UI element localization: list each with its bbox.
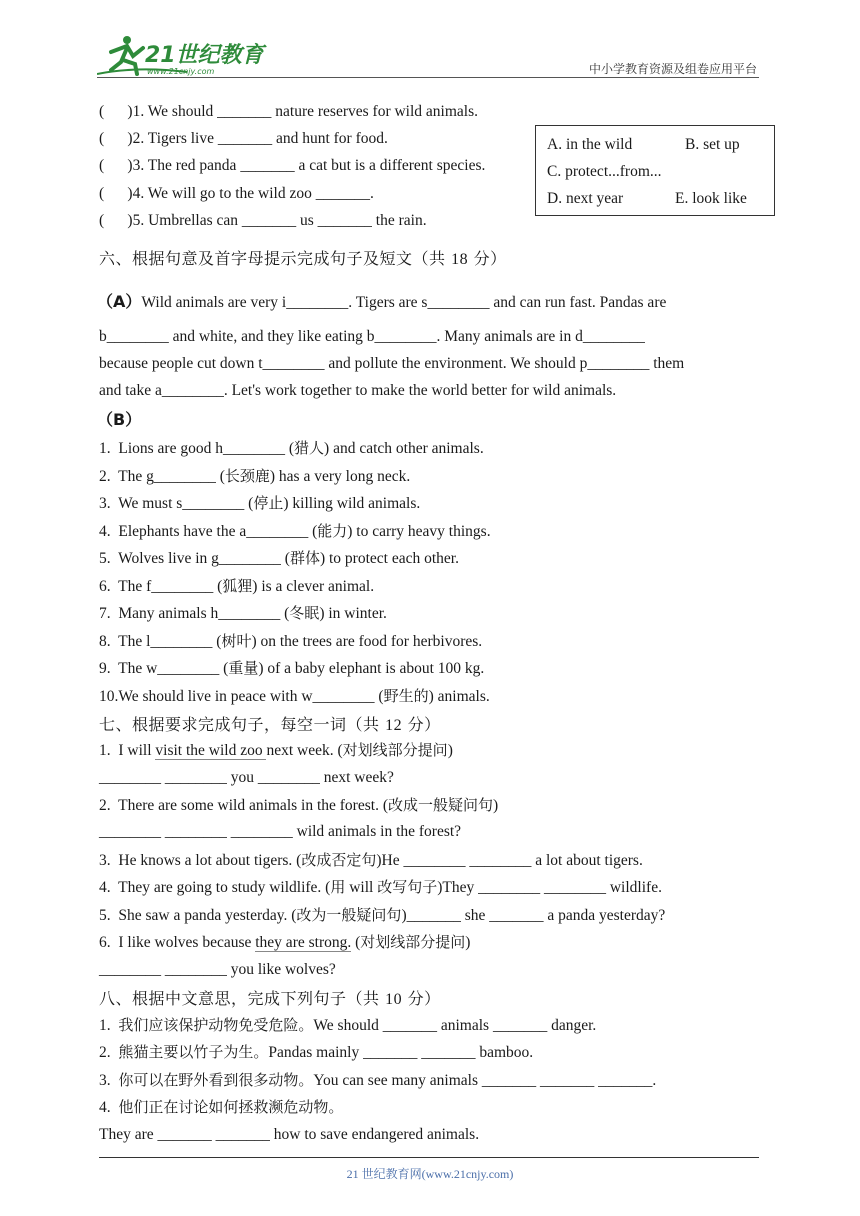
s7-q3: 3. He knows a lot about tigers. (改成否定句)He ________ ________ a lot about tigers. bbox=[99, 851, 643, 869]
option-d: D. next year bbox=[547, 190, 624, 207]
s6b-item bbox=[99, 631, 482, 652]
s6a-line-3: because people cut down t________ and pollute the environment. We should p________ them bbox=[99, 355, 685, 372]
s7-q2: 2. There are some wild animals in the forest. (改成一般疑问句) bbox=[99, 796, 499, 814]
item-number: 6. bbox=[99, 578, 111, 595]
item-number: 2. bbox=[99, 468, 111, 485]
item-text: We should live in peace with w________ ( bbox=[118, 688, 384, 705]
item-text: The w________ ( bbox=[118, 660, 229, 677]
item-text: We must s________ ( bbox=[118, 495, 254, 512]
header-tagline: 中小学教育资源及组卷应用平台 bbox=[588, 62, 757, 76]
item-text-end: ) of a baby elephant is about 100 kg. bbox=[258, 660, 485, 677]
item-text: The g________ ( bbox=[118, 468, 225, 485]
option-c: C. protect...from... bbox=[547, 163, 662, 180]
item-number: 3. bbox=[99, 495, 111, 512]
logo-icon bbox=[97, 34, 267, 78]
logo-text: 21世纪教育 bbox=[145, 43, 264, 68]
s7-q4: 4. They are going to study wildlife. (用 will 改写句子)They ________ ________ wildlife. bbox=[99, 878, 662, 896]
item-number: 10. bbox=[99, 688, 119, 705]
s5-item-1: ( )1. We should _______ nature reserves for wild animals. bbox=[99, 103, 478, 120]
item-chinese: 熊猫主要以竹子为生。 bbox=[118, 1043, 269, 1061]
item-text: Many animals h________ ( bbox=[118, 605, 290, 622]
item-number: 5. bbox=[99, 550, 111, 567]
item-hint: 冬眠 bbox=[289, 604, 320, 622]
item-number: 4. bbox=[99, 1099, 111, 1116]
s6a-line-4: and take a________. Let's work together to make the world better for wild animals. bbox=[99, 382, 617, 399]
item-text: The l________ ( bbox=[118, 633, 222, 650]
header-divider bbox=[97, 77, 759, 78]
option-e: E. look like bbox=[675, 190, 747, 207]
s7-a1: ________ ________ you ________ next week? bbox=[99, 769, 394, 786]
s6b-item bbox=[99, 493, 420, 514]
item-text-end: ) to carry heavy things. bbox=[347, 523, 491, 540]
s5-item-5: ( )5. Umbrellas can _______ us _______ the rain. bbox=[99, 212, 427, 229]
s8-last-line: They are _______ _______ how to save endangered animals. bbox=[99, 1126, 480, 1143]
item-hint: 群体 bbox=[289, 549, 320, 567]
s6b-item bbox=[99, 466, 410, 487]
item-text: Wolves live in g________ ( bbox=[118, 550, 290, 567]
item-text: Lions are good h________ ( bbox=[118, 440, 295, 457]
item-number: 1. bbox=[99, 1017, 111, 1034]
item-number: 7. bbox=[99, 605, 111, 622]
item-text-end: ) to protect each other. bbox=[319, 550, 459, 567]
footer-text: 21 世纪教育网(www.21cnjy.com) bbox=[346, 1167, 514, 1181]
item-text-end: ) on the trees are food for herbivores. bbox=[251, 633, 483, 650]
item-hint: 野生的 bbox=[383, 687, 429, 705]
s6b-item bbox=[99, 603, 387, 624]
item-number: 2. bbox=[99, 1044, 111, 1061]
item-hint: 停止 bbox=[253, 494, 284, 512]
s7-q1: 1. I will visit the wild zoo next week. (对划线部分提问) bbox=[99, 741, 453, 759]
item-text-end: ) killing wild animals. bbox=[283, 495, 421, 512]
item-hint: 猎人 bbox=[294, 439, 325, 457]
s5-item-3: ( )3. The red panda _______ a cat but is a different species. bbox=[99, 157, 486, 174]
s7-a6: ________ ________ you like wolves? bbox=[99, 961, 336, 978]
item-text-end: ) in winter. bbox=[319, 605, 387, 622]
item-hint: 能力 bbox=[317, 522, 348, 540]
item-text-end: ) has a very long neck. bbox=[269, 468, 411, 485]
s7-q6: 6. I like wolves because they are strong. (对划线部分提问) bbox=[99, 933, 471, 951]
s8-item bbox=[99, 1097, 343, 1118]
item-number: 1. bbox=[99, 440, 111, 457]
item-number: 4. bbox=[99, 523, 111, 540]
s6b-item bbox=[99, 521, 491, 542]
options-box bbox=[535, 125, 775, 216]
item-text: The f________ ( bbox=[118, 578, 223, 595]
item-number: 9. bbox=[99, 660, 111, 677]
page-header bbox=[97, 34, 757, 78]
item-english: You can see many animals _______ _______ _______. bbox=[313, 1072, 657, 1089]
s5-item-2: ( )2. Tigers live _______ and hunt for food. bbox=[99, 130, 388, 147]
item-text-end: ) is a clever animal. bbox=[252, 578, 375, 595]
s7-q5: 5. She saw a panda yesterday. (改为一般疑问句)_______ she _______ a panda yesterday? bbox=[99, 906, 666, 924]
item-number: 8. bbox=[99, 633, 111, 650]
s6b-item bbox=[99, 658, 484, 679]
item-chinese: 你可以在野外看到很多动物。 bbox=[118, 1071, 314, 1089]
s8-item bbox=[99, 1015, 596, 1036]
s6b-item bbox=[99, 686, 490, 707]
section7-title: 七、根据要求完成句子，每空一词（共 12 分） bbox=[99, 715, 441, 734]
s6a-line-1: （A）Wild animals are very i________. Tigers are s________ and can run fast. Pandas are bbox=[97, 292, 667, 311]
item-chinese: 他们正在讨论如何拯救濒危动物。 bbox=[118, 1098, 344, 1116]
s7-a2: ________ ________ ________ wild animals in the forest? bbox=[99, 823, 462, 840]
s6a-line-2: b________ and white, and they like eating b________. Many animals are in d________ bbox=[99, 328, 645, 345]
item-hint: 重量 bbox=[228, 659, 259, 677]
s6b-label: （B） bbox=[97, 410, 142, 429]
s6b-item bbox=[99, 548, 459, 569]
item-text-end: ) animals. bbox=[428, 688, 490, 705]
s6b-item bbox=[99, 438, 484, 459]
section6-title: 六、根据句意及首字母提示完成句子及短文（共 18 分） bbox=[99, 249, 507, 268]
s8-item bbox=[99, 1070, 656, 1091]
item-text: Elephants have the a________ ( bbox=[118, 523, 318, 540]
item-hint: 长颈鹿 bbox=[224, 467, 270, 485]
logo-url: www.21cnjy.com bbox=[147, 67, 215, 76]
footer-divider bbox=[99, 1157, 759, 1158]
item-hint: 树叶 bbox=[221, 632, 252, 650]
section8-title: 八、根据中文意思，完成下列句子（共 10 分） bbox=[99, 989, 441, 1008]
s8-item bbox=[99, 1042, 533, 1063]
s6b-item bbox=[99, 576, 374, 597]
item-english: We should _______ animals _______ danger. bbox=[313, 1017, 597, 1034]
item-chinese: 我们应该保护动物免受危险。 bbox=[118, 1016, 314, 1034]
option-a: A. in the wild bbox=[547, 136, 633, 153]
s5-item-4: ( )4. We will go to the wild zoo _______. bbox=[99, 185, 374, 202]
option-b: B. set up bbox=[685, 136, 740, 153]
item-number: 3. bbox=[99, 1072, 111, 1089]
item-text-end: ) and catch other animals. bbox=[324, 440, 484, 457]
item-hint: 狐狸 bbox=[222, 577, 253, 595]
item-english: Pandas mainly _______ _______ bamboo. bbox=[268, 1044, 534, 1061]
